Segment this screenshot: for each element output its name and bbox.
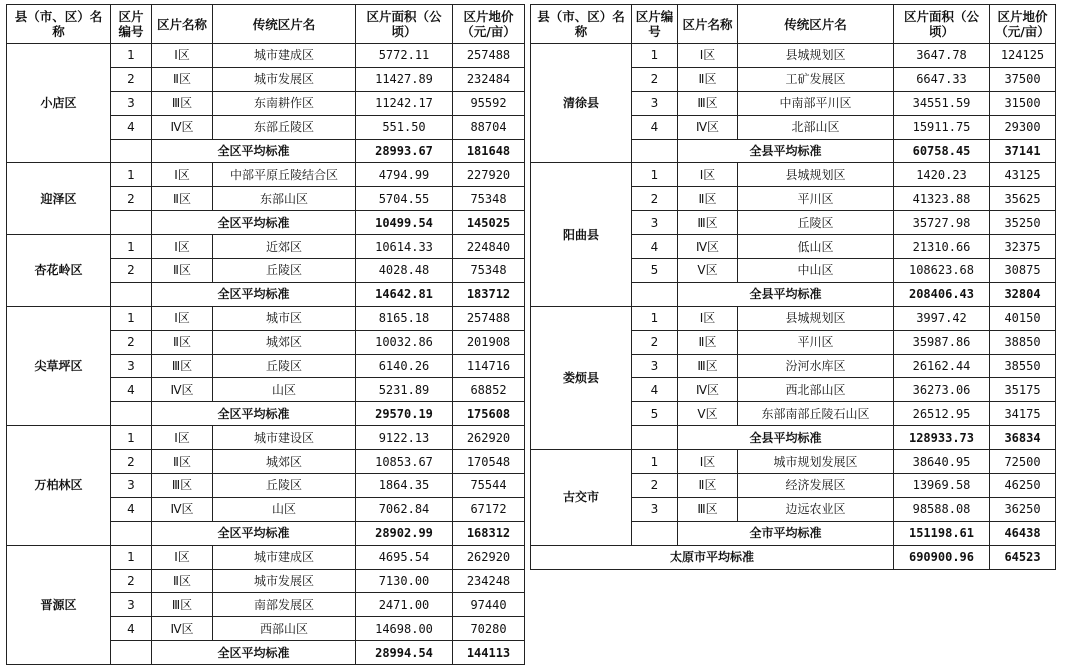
- city-total-row: [531, 545, 1056, 569]
- county-name: 阳曲县: [531, 163, 632, 306]
- county-name: 小店区: [7, 44, 111, 163]
- zone-name: Ⅴ区: [678, 402, 738, 426]
- header-zone-no: 区片编号: [111, 5, 152, 44]
- header-price: 区片地价（元/亩）: [453, 5, 525, 44]
- table-row: [7, 306, 525, 330]
- zone-number: 2: [632, 67, 678, 91]
- zone-name: Ⅱ区: [678, 187, 738, 211]
- zone-number: 4: [111, 617, 152, 641]
- zone-price: 75544: [453, 474, 525, 498]
- average-label: 全区平均标准: [152, 139, 356, 163]
- zone-price: 35250: [990, 211, 1056, 235]
- traditional-zone-name: 汾河水库区: [738, 354, 894, 378]
- zone-area: 13969.58: [894, 474, 990, 498]
- zone-name: Ⅱ区: [678, 330, 738, 354]
- average-blank-cell: [111, 282, 152, 306]
- zone-name: Ⅱ区: [678, 67, 738, 91]
- left-header-row: [7, 5, 525, 44]
- header-price: 区片地价（元/亩）: [990, 5, 1056, 44]
- zone-name: Ⅲ区: [678, 91, 738, 115]
- average-area: 28902.99: [356, 521, 453, 545]
- zone-area: 35727.98: [894, 211, 990, 235]
- average-price: 145025: [453, 211, 525, 235]
- traditional-zone-name: 东部南部丘陵石山区: [738, 402, 894, 426]
- zone-price: 262920: [453, 426, 525, 450]
- zone-price: 29300: [990, 115, 1056, 139]
- county-name: 清徐县: [531, 44, 632, 163]
- zone-area: 551.50: [356, 115, 453, 139]
- zone-area: 7062.84: [356, 497, 453, 521]
- traditional-zone-name: 丘陵区: [213, 259, 356, 283]
- traditional-zone-name: 平川区: [738, 330, 894, 354]
- zone-area: 35987.86: [894, 330, 990, 354]
- traditional-zone-name: 中山区: [738, 259, 894, 283]
- zone-number: 2: [111, 67, 152, 91]
- table-row: [7, 426, 525, 450]
- zone-number: 3: [632, 91, 678, 115]
- zone-number: 3: [111, 474, 152, 498]
- average-label: 全市平均标准: [678, 521, 894, 545]
- zone-area: 10032.86: [356, 330, 453, 354]
- average-label: 全县平均标准: [678, 139, 894, 163]
- zone-number: 2: [632, 330, 678, 354]
- zone-price: 32375: [990, 235, 1056, 259]
- zone-area: 5704.55: [356, 187, 453, 211]
- zone-name: Ⅰ区: [152, 44, 213, 68]
- zone-number: 1: [632, 450, 678, 474]
- table-row: [7, 44, 525, 68]
- zone-number: 5: [632, 259, 678, 283]
- average-area: 60758.45: [894, 139, 990, 163]
- zone-number: 4: [111, 378, 152, 402]
- zone-area: 10853.67: [356, 450, 453, 474]
- average-price: 181648: [453, 139, 525, 163]
- city-total-label: 太原市平均标准: [531, 545, 894, 569]
- zone-number: 3: [632, 354, 678, 378]
- zone-area: 1420.23: [894, 163, 990, 187]
- zone-area: 4695.54: [356, 545, 453, 569]
- zone-number: 4: [632, 115, 678, 139]
- zone-area: 26512.95: [894, 402, 990, 426]
- zone-area: 5772.11: [356, 44, 453, 68]
- zone-price: 124125: [990, 44, 1056, 68]
- average-blank-cell: [111, 211, 152, 235]
- header-county: 县（市、区）名称: [7, 5, 111, 44]
- traditional-zone-name: 城市建成区: [213, 44, 356, 68]
- zone-price: 75348: [453, 187, 525, 211]
- county-name: 晋源区: [7, 545, 111, 664]
- header-traditional-name: 传统区片名: [738, 5, 894, 44]
- zone-price: 70280: [453, 617, 525, 641]
- header-zone-no: 区片编号: [632, 5, 678, 44]
- average-label: 全县平均标准: [678, 282, 894, 306]
- average-area: 10499.54: [356, 211, 453, 235]
- average-price: 46438: [990, 521, 1056, 545]
- zone-price: 38550: [990, 354, 1056, 378]
- zone-number: 1: [111, 426, 152, 450]
- zone-name: Ⅳ区: [678, 378, 738, 402]
- zone-area: 5231.89: [356, 378, 453, 402]
- zone-name: Ⅱ区: [152, 187, 213, 211]
- city-total-price: 64523: [990, 545, 1056, 569]
- average-area: 29570.19: [356, 402, 453, 426]
- zone-area: 41323.88: [894, 187, 990, 211]
- zone-name: Ⅲ区: [152, 593, 213, 617]
- average-area: 128933.73: [894, 426, 990, 450]
- zone-area: 108623.68: [894, 259, 990, 283]
- average-blank-cell: [632, 139, 678, 163]
- zone-area: 4028.48: [356, 259, 453, 283]
- zone-price: 31500: [990, 91, 1056, 115]
- table-row: [531, 163, 1056, 187]
- zone-name: Ⅱ区: [152, 330, 213, 354]
- zone-name: Ⅲ区: [152, 91, 213, 115]
- zone-number: 1: [111, 235, 152, 259]
- zone-price: 224840: [453, 235, 525, 259]
- zone-price: 234248: [453, 569, 525, 593]
- traditional-zone-name: 中南部平川区: [738, 91, 894, 115]
- county-name: 杏花岭区: [7, 235, 111, 307]
- traditional-zone-name: 北部山区: [738, 115, 894, 139]
- zone-price: 201908: [453, 330, 525, 354]
- average-label: 全县平均标准: [678, 426, 894, 450]
- zone-name: Ⅰ区: [152, 426, 213, 450]
- header-county: 县（市、区）名称: [531, 5, 632, 44]
- zone-area: 98588.08: [894, 497, 990, 521]
- city-total-area: 690900.96: [894, 545, 990, 569]
- table-row: [7, 235, 525, 259]
- zone-area: 8165.18: [356, 306, 453, 330]
- zone-price: 36250: [990, 497, 1056, 521]
- zone-price: 30875: [990, 259, 1056, 283]
- zone-name: Ⅲ区: [678, 211, 738, 235]
- traditional-zone-name: 工矿发展区: [738, 67, 894, 91]
- zone-price: 114716: [453, 354, 525, 378]
- zone-name: Ⅰ区: [678, 306, 738, 330]
- zone-number: 1: [111, 306, 152, 330]
- zone-area: 11242.17: [356, 91, 453, 115]
- zone-number: 4: [111, 115, 152, 139]
- zone-area: 3997.42: [894, 306, 990, 330]
- zone-price: 75348: [453, 259, 525, 283]
- right-header-row: [531, 5, 1056, 44]
- zone-area: 34551.59: [894, 91, 990, 115]
- zone-area: 1864.35: [356, 474, 453, 498]
- zone-price: 68852: [453, 378, 525, 402]
- average-label: 全区平均标准: [152, 521, 356, 545]
- traditional-zone-name: 丘陵区: [213, 354, 356, 378]
- average-area: 28993.67: [356, 139, 453, 163]
- zone-price: 88704: [453, 115, 525, 139]
- table-row: [531, 44, 1056, 68]
- header-zone-name: 区片名称: [152, 5, 213, 44]
- zone-number: 1: [632, 44, 678, 68]
- zone-price: 46250: [990, 474, 1056, 498]
- zone-price: 170548: [453, 450, 525, 474]
- average-blank-cell: [111, 641, 152, 665]
- traditional-zone-name: 东部丘陵区: [213, 115, 356, 139]
- zone-name: Ⅴ区: [678, 259, 738, 283]
- traditional-zone-name: 近郊区: [213, 235, 356, 259]
- average-price: 168312: [453, 521, 525, 545]
- county-name: 娄烦县: [531, 306, 632, 449]
- zone-price: 67172: [453, 497, 525, 521]
- zone-number: 3: [111, 91, 152, 115]
- zone-name: Ⅰ区: [152, 235, 213, 259]
- right-land-price-table: [530, 4, 1056, 570]
- zone-number: 2: [632, 187, 678, 211]
- average-price: 183712: [453, 282, 525, 306]
- zone-price: 35175: [990, 378, 1056, 402]
- zone-name: Ⅰ区: [678, 44, 738, 68]
- zone-name: Ⅲ区: [152, 354, 213, 378]
- traditional-zone-name: 山区: [213, 497, 356, 521]
- average-price: 144113: [453, 641, 525, 665]
- average-price: 175608: [453, 402, 525, 426]
- zone-number: 3: [632, 211, 678, 235]
- traditional-zone-name: 城郊区: [213, 450, 356, 474]
- zone-number: 2: [111, 259, 152, 283]
- traditional-zone-name: 山区: [213, 378, 356, 402]
- zone-name: Ⅱ区: [152, 259, 213, 283]
- zone-number: 4: [632, 378, 678, 402]
- zone-area: 21310.66: [894, 235, 990, 259]
- zone-number: 1: [632, 306, 678, 330]
- traditional-zone-name: 东部山区: [213, 187, 356, 211]
- zone-area: 4794.99: [356, 163, 453, 187]
- average-blank-cell: [632, 426, 678, 450]
- zone-area: 38640.95: [894, 450, 990, 474]
- zone-area: 2471.00: [356, 593, 453, 617]
- zone-area: 26162.44: [894, 354, 990, 378]
- zone-price: 38850: [990, 330, 1056, 354]
- zone-number: 2: [111, 569, 152, 593]
- traditional-zone-name: 城市发展区: [213, 569, 356, 593]
- average-blank-cell: [111, 402, 152, 426]
- zone-number: 1: [111, 163, 152, 187]
- zone-area: 36273.06: [894, 378, 990, 402]
- zone-number: 1: [111, 44, 152, 68]
- zone-name: Ⅲ区: [152, 474, 213, 498]
- zone-price: 257488: [453, 44, 525, 68]
- average-label: 全区平均标准: [152, 641, 356, 665]
- traditional-zone-name: 平川区: [738, 187, 894, 211]
- zone-name: Ⅲ区: [678, 354, 738, 378]
- zone-name: Ⅱ区: [678, 474, 738, 498]
- zone-name: Ⅱ区: [152, 67, 213, 91]
- traditional-zone-name: 城市发展区: [213, 67, 356, 91]
- zone-number: 4: [111, 497, 152, 521]
- traditional-zone-name: 县城规划区: [738, 306, 894, 330]
- table-row: [531, 450, 1056, 474]
- zone-number: 1: [111, 545, 152, 569]
- zone-number: 3: [111, 354, 152, 378]
- header-zone-name: 区片名称: [678, 5, 738, 44]
- average-price: 32804: [990, 282, 1056, 306]
- zone-name: Ⅰ区: [152, 306, 213, 330]
- average-price: 37141: [990, 139, 1056, 163]
- traditional-zone-name: 丘陵区: [738, 211, 894, 235]
- zone-name: Ⅳ区: [678, 235, 738, 259]
- average-label: 全区平均标准: [152, 282, 356, 306]
- zone-number: 3: [111, 593, 152, 617]
- table-row: [7, 163, 525, 187]
- zone-name: Ⅳ区: [152, 497, 213, 521]
- zone-name: Ⅲ区: [678, 497, 738, 521]
- zone-name: Ⅱ区: [152, 569, 213, 593]
- zone-price: 37500: [990, 67, 1056, 91]
- traditional-zone-name: 县城规划区: [738, 163, 894, 187]
- zone-price: 40150: [990, 306, 1056, 330]
- traditional-zone-name: 边远农业区: [738, 497, 894, 521]
- header-area: 区片面积（公顷）: [894, 5, 990, 44]
- average-blank-cell: [111, 139, 152, 163]
- header-area: 区片面积（公顷）: [356, 5, 453, 44]
- average-area: 151198.61: [894, 521, 990, 545]
- traditional-zone-name: 城市建设区: [213, 426, 356, 450]
- zone-area: 9122.13: [356, 426, 453, 450]
- zone-number: 3: [632, 497, 678, 521]
- zone-name: Ⅳ区: [152, 378, 213, 402]
- zone-price: 97440: [453, 593, 525, 617]
- zone-name: Ⅰ区: [678, 450, 738, 474]
- county-name: 尖草坪区: [7, 306, 111, 425]
- county-name: 迎泽区: [7, 163, 111, 235]
- zone-area: 15911.75: [894, 115, 990, 139]
- zone-price: 232484: [453, 67, 525, 91]
- zone-area: 6647.33: [894, 67, 990, 91]
- table-row: [531, 306, 1056, 330]
- zone-area: 10614.33: [356, 235, 453, 259]
- zone-price: 257488: [453, 306, 525, 330]
- zone-area: 7130.00: [356, 569, 453, 593]
- zone-number: 1: [632, 163, 678, 187]
- county-name: 万柏林区: [7, 426, 111, 545]
- traditional-zone-name: 中部平原丘陵结合区: [213, 163, 356, 187]
- zone-number: 2: [632, 474, 678, 498]
- zone-price: 35625: [990, 187, 1056, 211]
- zone-number: 2: [111, 187, 152, 211]
- traditional-zone-name: 城市区: [213, 306, 356, 330]
- average-price: 36834: [990, 426, 1056, 450]
- average-area: 208406.43: [894, 282, 990, 306]
- zone-area: 3647.78: [894, 44, 990, 68]
- left-land-price-table: [6, 4, 525, 665]
- traditional-zone-name: 西部山区: [213, 617, 356, 641]
- zone-number: 2: [111, 450, 152, 474]
- average-blank-cell: [111, 521, 152, 545]
- average-label: 全区平均标准: [152, 402, 356, 426]
- zone-number: 4: [632, 235, 678, 259]
- table-row: [7, 545, 525, 569]
- traditional-zone-name: 丘陵区: [213, 474, 356, 498]
- zone-name: Ⅰ区: [152, 545, 213, 569]
- county-name: 古交市: [531, 450, 632, 546]
- average-label: 全区平均标准: [152, 211, 356, 235]
- zone-area: 14698.00: [356, 617, 453, 641]
- zone-area: 11427.89: [356, 67, 453, 91]
- traditional-zone-name: 西北部山区: [738, 378, 894, 402]
- zone-area: 6140.26: [356, 354, 453, 378]
- zone-name: Ⅰ区: [678, 163, 738, 187]
- zone-name: Ⅰ区: [152, 163, 213, 187]
- zone-price: 34175: [990, 402, 1056, 426]
- zone-number: 5: [632, 402, 678, 426]
- zone-name: Ⅳ区: [152, 115, 213, 139]
- traditional-zone-name: 县城规划区: [738, 44, 894, 68]
- traditional-zone-name: 南部发展区: [213, 593, 356, 617]
- average-blank-cell: [632, 521, 678, 545]
- header-traditional-name: 传统区片名: [213, 5, 356, 44]
- traditional-zone-name: 城市规划发展区: [738, 450, 894, 474]
- zone-price: 43125: [990, 163, 1056, 187]
- traditional-zone-name: 东南耕作区: [213, 91, 356, 115]
- traditional-zone-name: 低山区: [738, 235, 894, 259]
- zone-price: 95592: [453, 91, 525, 115]
- average-blank-cell: [632, 282, 678, 306]
- average-area: 14642.81: [356, 282, 453, 306]
- traditional-zone-name: 城郊区: [213, 330, 356, 354]
- zone-name: Ⅱ区: [152, 450, 213, 474]
- zone-number: 2: [111, 330, 152, 354]
- zone-price: 262920: [453, 545, 525, 569]
- zone-name: Ⅳ区: [152, 617, 213, 641]
- average-area: 28994.54: [356, 641, 453, 665]
- zone-name: Ⅳ区: [678, 115, 738, 139]
- zone-price: 72500: [990, 450, 1056, 474]
- traditional-zone-name: 城市建成区: [213, 545, 356, 569]
- zone-price: 227920: [453, 163, 525, 187]
- traditional-zone-name: 经济发展区: [738, 474, 894, 498]
